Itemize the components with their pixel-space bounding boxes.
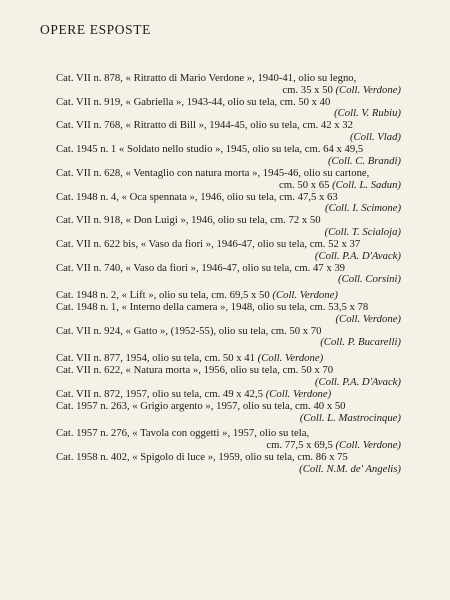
- list-item: [56, 290, 401, 302]
- list-item: [56, 215, 401, 238]
- entry-line: Cat. 1957 n. 263, « Grigio argento », 1957, olio su tela, cm. 40 x 50: [56, 399, 346, 412]
- list-item: [56, 452, 401, 475]
- entry-line-2: [56, 464, 401, 476]
- entry-line-2: [56, 108, 401, 120]
- entry-line: Cat. 1948 n. 1, « Interno della camera », 1948, olio su tela, cm. 53,5 x 78: [56, 301, 369, 314]
- entry-dimensions: cm. 50 x 65: [278, 178, 330, 191]
- entry-line-2: [56, 156, 401, 168]
- entry-collection: (Coll. L. Mastrocinque): [299, 411, 401, 424]
- entry-line: [56, 389, 401, 401]
- entry-line: Cat. VII n. 878, « Ritratto di Mario Verdone », 1940-41, olio su legno,: [56, 72, 357, 84]
- entry-line: Cat. 1948 n. 4, « Oca spennata », 1946, olio su tela, cm. 47,5 x 63: [56, 190, 338, 203]
- entry-collection: (Coll. P.A. D'Avack): [314, 375, 401, 388]
- list-item: [56, 239, 401, 262]
- entry-line: Cat. VII n. 628, « Ventaglio con natura morta », 1945-46, olio su cartone,: [56, 166, 370, 179]
- list-item: [56, 97, 401, 120]
- entry-collection: (Coll. Corsini): [338, 273, 401, 286]
- list-item: [56, 144, 401, 167]
- entry-collection: (Coll. Verdone): [335, 312, 401, 325]
- entry-line: Cat. VII n. 919, « Gabriella », 1943-44, olio su tela, cm. 50 x 40: [56, 95, 331, 108]
- list-item: [56, 389, 401, 401]
- list-item: [56, 192, 401, 215]
- entry-dimensions: cm. 35 x 50: [282, 83, 333, 96]
- entry-collection: (Coll. Verdone): [265, 387, 332, 400]
- entry-line: Cat. VII n. 622 bis, « Vaso da fiori », 1946-47, olio su tela, cm. 52 x 37: [56, 237, 361, 250]
- entry-line: Cat. VII n. 768, « Ritratto di Bill », 1944-45, olio su tela, cm. 42 x 32: [56, 119, 353, 132]
- list-item: [56, 168, 401, 191]
- entry-line: Cat. 1957 n. 276, « Tavola con oggetti », 1957, olio su tela,: [56, 427, 310, 440]
- entry-collection: (Coll. N.M. de' Angelis): [299, 462, 401, 475]
- list-item: [56, 263, 401, 286]
- entry-line: [56, 353, 401, 365]
- entry-collection: (Coll. Verdone): [272, 289, 338, 302]
- entry-line-2: [56, 180, 401, 192]
- entry-text: Cat. 1948 n. 2, « Lift », olio su tela, cm. 69,5 x 50: [56, 289, 270, 302]
- entry-collection: (Coll. Verdone): [335, 83, 401, 96]
- entry-collection: (Coll. P.A. D'Avack): [314, 249, 401, 262]
- entry-collection: (Coll. C. Brandi): [327, 154, 401, 167]
- list-item: [56, 302, 401, 325]
- entry-line: Cat. VII n. 924, « Gatto », (1952-55), olio su tela, cm. 50 x 70: [56, 324, 322, 337]
- entry-text: Cat. VII n. 872, 1957, olio su tela, cm. 49 x 42,5: [56, 387, 264, 400]
- entry-dimensions: cm. 77,5 x 69,5: [266, 438, 333, 451]
- list-item: [56, 365, 401, 388]
- list-item: [56, 353, 401, 365]
- entry-text: Cat. VII n. 877, 1954, olio su tela, cm. 50 x 41: [56, 352, 255, 365]
- entry-line-2: [56, 274, 401, 286]
- artwork-list: [56, 73, 401, 476]
- entry-collection: (Coll. P. Bucarelli): [320, 336, 401, 349]
- entry-line: Cat. 1958 n. 402, « Spigolo di luce », 1959, olio su tela, cm. 86 x 75: [56, 450, 348, 463]
- entry-line-2: [56, 337, 401, 349]
- entry-collection: (Coll. L. Sadun): [332, 178, 401, 191]
- list-item: [56, 73, 401, 96]
- list-item: [56, 401, 401, 424]
- entry-collection: (Coll. V. Rubiu): [334, 107, 401, 120]
- list-item: [56, 120, 401, 143]
- entry-line-2: [56, 251, 401, 263]
- entry-line-2: [56, 227, 401, 239]
- page-heading: OPERE ESPOSTE: [40, 22, 151, 37]
- entry-line: [56, 290, 401, 302]
- entry-collection: (Coll. Verdone): [257, 352, 324, 365]
- entry-collection: (Coll. I. Scimone): [325, 202, 401, 215]
- list-item: [56, 428, 401, 451]
- entry-line-2: [56, 203, 401, 215]
- entry-collection: (Coll. Vlad): [349, 131, 401, 144]
- list-item: [56, 326, 401, 349]
- entry-line: Cat. VII n. 740, « Vaso da fiori », 1946-47, olio su tela, cm. 47 x 39: [56, 261, 346, 274]
- entry-line-2: [56, 413, 401, 425]
- entry-line: Cat. 1945 n. 1 « Soldato nello studio », 1945, olio su tela, cm. 64 x 49,5: [56, 143, 364, 156]
- entry-collection: (Coll. Verdone): [335, 438, 401, 451]
- entry-line-2: [56, 314, 401, 326]
- entry-line: Cat. VII n. 918, « Don Luigi », 1946, olio su tela, cm. 72 x 50: [56, 214, 321, 227]
- entry-line-2: [56, 377, 401, 389]
- entry-collection: (Coll. T. Scialoja): [324, 225, 401, 238]
- entry-line-2: [56, 85, 401, 97]
- entry-line-2: [56, 440, 401, 452]
- entry-line: Cat. VII n. 622, « Natura morta », 1956, olio su tela, cm. 50 x 70: [56, 364, 334, 377]
- entry-line-2: [56, 132, 401, 144]
